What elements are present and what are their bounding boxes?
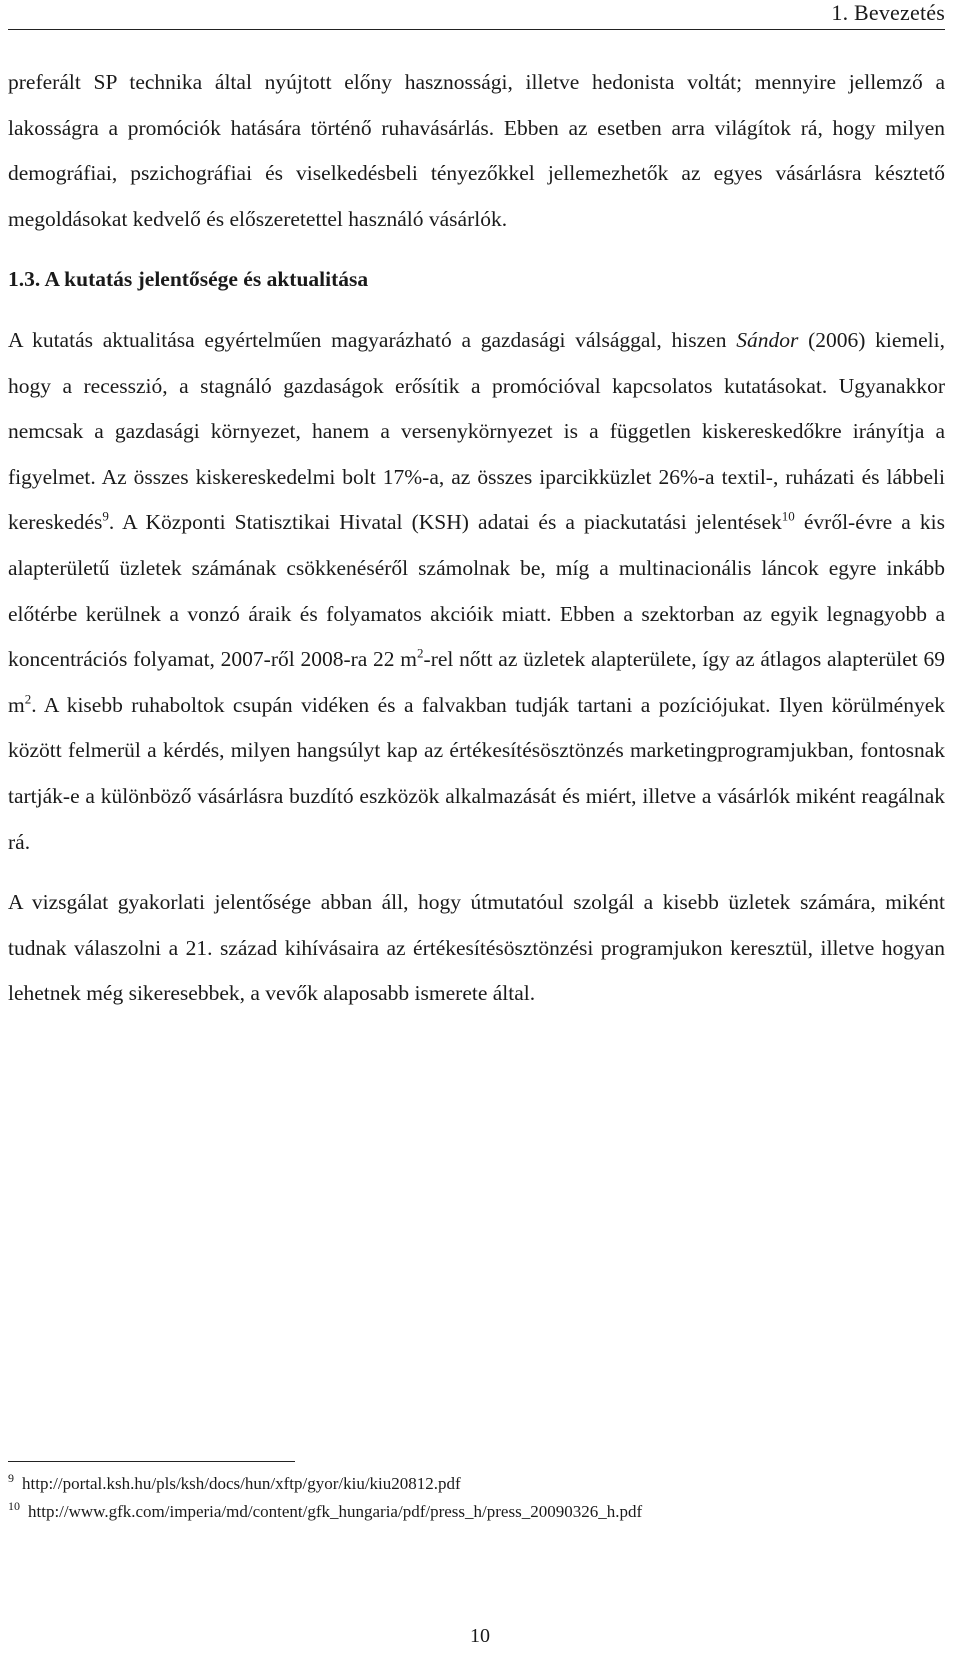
footnote-number: 10 [8, 1498, 20, 1513]
paragraph: preferált SP technika által nyújtott előny hasznossági, illetve hedonista voltát; mennyire jellemző a lakosságra a promóciók hatására történő ruhavásárlás. Ebben az esetben arra világítok rá, hogy milyen demográfiai, pszichográfiai és viselkedésbeli tényezőkkel jellemezhetők az egyes vásárlásra késztető megoldásokat kedvelő és előszeretettel használó vásárlók. [8, 70, 945, 231]
footnote-link[interactable]: http://www.gfk.com/imperia/md/content/gfk_hungaria/pdf/press_h/press_20090326_h.pdf [28, 1502, 643, 1521]
footnote-ref[interactable]: 9 [102, 508, 109, 524]
page-number: 10 [470, 1625, 490, 1647]
superscript: 2 [24, 691, 32, 707]
text-run: -rel nőtt az üzletek alapterülete, így az átlagos alapterület 69 m [8, 647, 945, 717]
footnote [8, 1498, 945, 1526]
section-heading: 1.3. A kutatás jelentősége és aktualitása [8, 267, 369, 292]
text-run: A kutatás aktualitása egyértelműen magyarázható a gazdasági válsággal, hiszen [8, 327, 737, 352]
text-run: . A kisebb ruhaboltok csupán vidéken és a falvakban tudják tartani a pozíciójukat. Ilyen körülmények között felmerül a kérdés, milyen hangsúlyt kap az értékesítésösztönzés marketingprogramjukban, fontosnak tartják-e a különböző vásárlásra buzdító eszközök alkalmazását és miért, illetve a vásárlók miként reagálnak rá. [8, 692, 945, 854]
superscript: 2 [417, 645, 424, 661]
paragraph [8, 318, 945, 865]
footnote-link[interactable]: http://portal.ksh.hu/pls/ksh/docs/hun/xftp/gyor/kiu/kiu20812.pdf [22, 1474, 461, 1493]
author-citation: Sándor [736, 327, 799, 352]
body-text [8, 60, 945, 1017]
footnote-ref[interactable]: 10 [781, 508, 795, 524]
running-header: 1. Bevezetés [831, 0, 945, 25]
header-rule [8, 29, 945, 30]
footnote-rule [8, 1461, 295, 1462]
paragraph: A vizsgálat gyakorlati jelentősége abban áll, hogy útmutatóul szolgál a kisebb üzletek számára, miként tudnak válaszolni a 21. század kihívásaira az értékesítésösztönzési programjukon keresztül, illetve hogyan lehetnek még sikeresebbek, a vevők alaposabb ismerete által. [8, 890, 945, 1006]
text-run: (2006) kiemeli, hogy a recesszió, a stagnáló gazdaságok erősítik a promócióval kapcsolatos kutatásokat. Ugyanakkor nemcsak a gazdasági környezet, hanem a versenykörnyezet is a független kiskereskedőkre irányítja a figyelmet. Az összes kiskereskedelmi bolt 17%-a, az összes iparcikküzlet 26%-a textil-, ruházati és lábbeli kereskedés [8, 327, 945, 535]
text-run: évről-évre a kis alapterületű üzletek számának csökkenéséről számolnak be, míg a multinacionális láncok egyre inkább előtérbe kerülnek a vonzó áraik és folyamatos akcióik miatt. Ebben a szektorban az egyik legnagyobb a koncentrációs folyamat, 2007-ről 2008-ra 22 m [8, 510, 945, 672]
footnote-number: 9 [8, 1470, 14, 1485]
text-run: . A Központi Statisztikai Hivatal (KSH) adatai és a piackutatási jelentések [108, 510, 782, 535]
footnote [8, 1470, 945, 1498]
footnotes [8, 1470, 945, 1526]
